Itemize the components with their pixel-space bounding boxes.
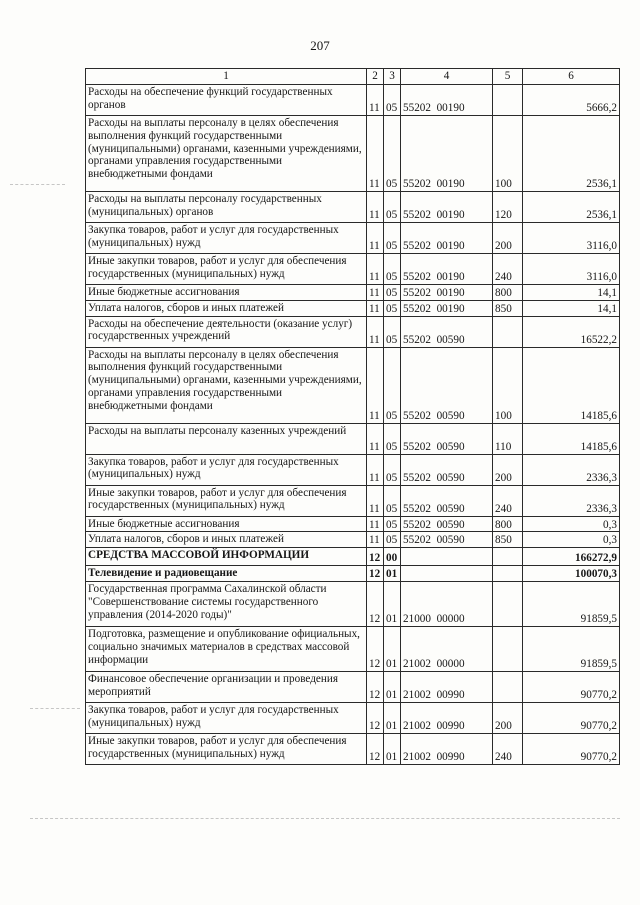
row-program-code: 55202 [403, 102, 431, 115]
row-amount: 91859,5 [523, 627, 620, 672]
row-name: Расходы на обеспечение деятельности (оказание услуг) государственных учреждений [86, 316, 367, 347]
row-direction-code: 00590 [436, 518, 465, 531]
row-direction-code: 00190 [436, 302, 465, 315]
row-name: Государственная программа Сахалинской области "Совершенствование системы государственного управления (2014-2020 годы)" [86, 582, 367, 627]
scan-artifact [30, 708, 80, 709]
row-subsection-code: 05 [384, 285, 401, 301]
row-name: Расходы на выплаты персоналу в целях обеспечения выполнения функций государственными (муниципальными) органами, казенными учреждениями, органами управления государственными внебюджетными фондами [86, 347, 367, 423]
row-program-code: 55202 [403, 302, 431, 315]
row-subsection-code: 05 [384, 223, 401, 254]
row-name: Иные бюджетные ассигнования [86, 516, 367, 532]
row-target-code [401, 85, 493, 116]
row-section-code: 12 [367, 734, 384, 765]
row-target-code [401, 300, 493, 316]
row-section-code: 11 [367, 223, 384, 254]
table-row [86, 285, 620, 301]
row-subsection-code: 05 [384, 485, 401, 516]
row-target-code [401, 734, 493, 765]
row-subsection-code: 01 [384, 627, 401, 672]
row-expense-type [493, 672, 523, 703]
table-row [86, 582, 620, 627]
row-direction-code: 00190 [436, 271, 465, 284]
row-name: Расходы на выплаты персоналу государственных (муниципальных) органов [86, 192, 367, 223]
row-expense-type [493, 582, 523, 627]
row-expense-type [493, 85, 523, 116]
row-subsection-code: 05 [384, 347, 401, 423]
table-row [86, 347, 620, 423]
row-section-code: 11 [367, 316, 384, 347]
row-direction-code: 00190 [436, 209, 465, 222]
table-row [86, 516, 620, 532]
row-target-code [401, 485, 493, 516]
row-target-code [401, 627, 493, 672]
row-program-code: 55202 [403, 178, 431, 191]
row-program-code: 55202 [403, 333, 431, 346]
row-section-code: 12 [367, 627, 384, 672]
row-direction-code: 00990 [436, 720, 465, 733]
row-amount: 5666,2 [523, 85, 620, 116]
row-subsection-code: 05 [384, 532, 401, 548]
row-section-code: 11 [367, 347, 384, 423]
row-name: Расходы на выплаты персоналу казенных учреждений [86, 423, 367, 454]
row-target-code [401, 548, 493, 566]
row-amount: 14185,6 [523, 423, 620, 454]
scan-artifact [30, 818, 620, 819]
row-program-code: 55202 [403, 409, 431, 422]
row-section-code: 12 [367, 566, 384, 582]
row-target-code [401, 192, 493, 223]
row-direction-code: 00000 [436, 658, 465, 671]
row-target-code [401, 254, 493, 285]
table-row [86, 734, 620, 765]
row-direction-code: 00590 [436, 471, 465, 484]
row-name: Иные закупки товаров, работ и услуг для обеспечения государственных (муниципальных) нужд [86, 485, 367, 516]
row-amount: 90770,2 [523, 703, 620, 734]
table-row [86, 316, 620, 347]
table-row [86, 85, 620, 116]
row-program-code: 21002 [403, 720, 431, 733]
row-name: Закупка товаров, работ и услуг для государственных (муниципальных) нужд [86, 454, 367, 485]
row-amount: 166272,9 [523, 548, 620, 566]
row-expense-type: 100 [493, 116, 523, 192]
row-amount: 14,1 [523, 285, 620, 301]
row-subsection-code: 05 [384, 254, 401, 285]
row-program-code: 21002 [403, 658, 431, 671]
row-amount: 0,3 [523, 532, 620, 548]
row-amount: 3116,0 [523, 254, 620, 285]
row-subsection-code: 05 [384, 454, 401, 485]
row-target-code [401, 316, 493, 347]
row-program-code: 21002 [403, 751, 431, 764]
row-section-code: 11 [367, 192, 384, 223]
table-row [86, 116, 620, 192]
row-expense-type: 800 [493, 516, 523, 532]
row-section-code: 11 [367, 516, 384, 532]
row-program-code: 55202 [403, 518, 431, 531]
table-row [86, 423, 620, 454]
row-expense-type [493, 548, 523, 566]
row-subsection-code: 05 [384, 423, 401, 454]
scan-artifact [10, 184, 65, 185]
table-header-row [86, 69, 620, 85]
row-program-code: 55202 [403, 209, 431, 222]
row-expense-type: 110 [493, 423, 523, 454]
row-direction-code: 00190 [436, 240, 465, 253]
row-amount: 100070,3 [523, 566, 620, 582]
row-direction-code: 00190 [436, 287, 465, 299]
row-amount: 16522,2 [523, 316, 620, 347]
row-target-code [401, 532, 493, 548]
row-program-code: 21002 [403, 689, 431, 702]
row-program-code: 55202 [403, 440, 431, 453]
row-expense-type: 240 [493, 485, 523, 516]
column-header: 5 [493, 69, 523, 85]
row-amount: 14,1 [523, 300, 620, 316]
row-expense-type: 100 [493, 347, 523, 423]
row-section-code: 11 [367, 300, 384, 316]
row-section-code: 12 [367, 703, 384, 734]
row-program-code: 55202 [403, 287, 431, 299]
row-direction-code: 00590 [436, 440, 465, 453]
row-expense-type: 200 [493, 703, 523, 734]
row-section-code: 12 [367, 672, 384, 703]
row-direction-code: 00000 [436, 613, 465, 626]
row-target-code [401, 285, 493, 301]
row-name: Иные закупки товаров, работ и услуг для обеспечения государственных (муниципальных) нужд [86, 734, 367, 765]
row-program-code: 55202 [403, 502, 431, 515]
row-name: Подготовка, размещение и опубликование официальных, социально значимых материалов в средствах массовой информации [86, 627, 367, 672]
row-subsection-code: 01 [384, 566, 401, 582]
page-number: 207 [310, 38, 330, 53]
row-subsection-code: 00 [384, 548, 401, 566]
row-section-code: 11 [367, 285, 384, 301]
row-direction-code: 00990 [436, 689, 465, 702]
row-direction-code: 00590 [436, 409, 465, 422]
row-section-code: 11 [367, 423, 384, 454]
row-name: Финансовое обеспечение организации и проведения мероприятий [86, 672, 367, 703]
row-target-code [401, 566, 493, 582]
row-name: Расходы на обеспечение функций государственных органов [86, 85, 367, 116]
row-name: Иные бюджетные ассигнования [86, 285, 367, 301]
table-row [86, 703, 620, 734]
row-expense-type: 200 [493, 223, 523, 254]
row-program-code: 55202 [403, 534, 431, 547]
table-row [86, 454, 620, 485]
table-row [86, 672, 620, 703]
row-expense-type: 200 [493, 454, 523, 485]
row-expense-type: 240 [493, 254, 523, 285]
column-header: 3 [384, 69, 401, 85]
row-name: Иные закупки товаров, работ и услуг для обеспечения государственных (муниципальных) нужд [86, 254, 367, 285]
row-expense-type [493, 627, 523, 672]
table-row [86, 223, 620, 254]
row-direction-code: 00590 [436, 534, 465, 547]
column-header: 4 [401, 69, 493, 85]
row-subsection-code: 01 [384, 582, 401, 627]
row-target-code [401, 223, 493, 254]
row-amount: 2536,1 [523, 116, 620, 192]
row-program-code: 55202 [403, 471, 431, 484]
row-subsection-code: 05 [384, 85, 401, 116]
row-amount: 90770,2 [523, 672, 620, 703]
table-row [86, 192, 620, 223]
row-amount: 90770,2 [523, 734, 620, 765]
row-name: Закупка товаров, работ и услуг для государственных (муниципальных) нужд [86, 223, 367, 254]
row-subsection-code: 01 [384, 703, 401, 734]
row-subsection-code: 05 [384, 516, 401, 532]
row-subsection-code: 05 [384, 300, 401, 316]
row-amount: 2336,3 [523, 485, 620, 516]
row-direction-code: 00590 [436, 333, 465, 346]
row-name: Телевидение и радиовещание [86, 566, 367, 582]
row-amount: 2536,1 [523, 192, 620, 223]
row-name: Уплата налогов, сборов и иных платежей [86, 300, 367, 316]
row-section-code: 11 [367, 454, 384, 485]
row-subsection-code: 05 [384, 316, 401, 347]
row-subsection-code: 05 [384, 192, 401, 223]
row-expense-type: 800 [493, 285, 523, 301]
table-row [86, 627, 620, 672]
row-expense-type: 850 [493, 532, 523, 548]
table-row [86, 300, 620, 316]
row-amount: 14185,6 [523, 347, 620, 423]
row-amount: 2336,3 [523, 454, 620, 485]
table-row [86, 254, 620, 285]
row-target-code [401, 454, 493, 485]
column-header: 1 [86, 69, 367, 85]
row-section-code: 11 [367, 85, 384, 116]
table-row [86, 566, 620, 582]
row-program-code: 21000 [403, 613, 431, 626]
row-expense-type [493, 566, 523, 582]
row-target-code [401, 423, 493, 454]
row-program-code: 55202 [403, 271, 431, 284]
row-name: Расходы на выплаты персоналу в целях обеспечения выполнения функций государственными (муниципальными) органами, казенными учреждениями, органами управления государственными внебюджетными фондами [86, 116, 367, 192]
row-expense-type: 240 [493, 734, 523, 765]
row-amount: 91859,5 [523, 582, 620, 627]
column-header: 6 [523, 69, 620, 85]
row-target-code [401, 582, 493, 627]
column-header: 2 [367, 69, 384, 85]
row-section-code: 11 [367, 485, 384, 516]
row-expense-type: 850 [493, 300, 523, 316]
row-section-code: 11 [367, 116, 384, 192]
row-target-code [401, 672, 493, 703]
row-target-code [401, 516, 493, 532]
row-subsection-code: 05 [384, 116, 401, 192]
row-target-code [401, 347, 493, 423]
row-direction-code: 00190 [436, 178, 465, 191]
row-direction-code: 00190 [436, 102, 465, 115]
row-section-code: 12 [367, 582, 384, 627]
row-direction-code: 00590 [436, 502, 465, 515]
table-row [86, 485, 620, 516]
row-name: СРЕДСТВА МАССОВОЙ ИНФОРМАЦИИ [86, 548, 367, 566]
budget-table [85, 68, 620, 765]
table-row [86, 532, 620, 548]
row-name: Закупка товаров, работ и услуг для государственных (муниципальных) нужд [86, 703, 367, 734]
row-section-code: 12 [367, 548, 384, 566]
row-section-code: 11 [367, 254, 384, 285]
row-expense-type: 120 [493, 192, 523, 223]
row-amount: 0,3 [523, 516, 620, 532]
row-target-code [401, 116, 493, 192]
row-target-code [401, 703, 493, 734]
row-section-code: 11 [367, 532, 384, 548]
row-amount: 3116,0 [523, 223, 620, 254]
table-row [86, 548, 620, 566]
row-name: Уплата налогов, сборов и иных платежей [86, 532, 367, 548]
row-subsection-code: 01 [384, 734, 401, 765]
row-direction-code: 00990 [436, 751, 465, 764]
row-program-code: 55202 [403, 240, 431, 253]
row-expense-type [493, 316, 523, 347]
row-subsection-code: 01 [384, 672, 401, 703]
